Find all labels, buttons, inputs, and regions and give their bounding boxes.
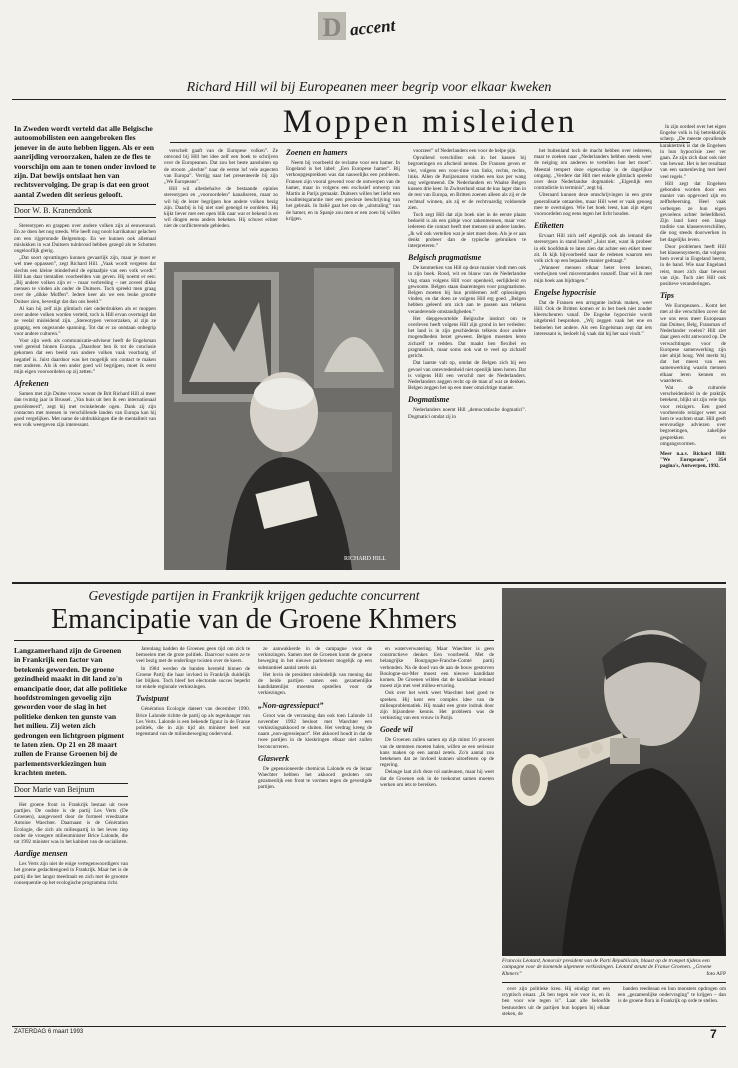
book-credit: Meer n.a.v. Richard Hill: "We Europeans", 354 pagina's, Antwerpen, 1992. [660, 450, 726, 470]
svg-text:D: D [322, 13, 342, 42]
top-column-5 [534, 148, 652, 576]
paragraph: verschelt gaaft van de Europese volken”. Ze omvond bij Hill het idee zelf een boek te schrijven over de Europeanen. Dat zou het beste aansluiten op de stroom „slechte” naar de eerste lof vele aspecten van Europa”. Verrijg naar het presenteerde bij zijn „We Europeans”. [164, 148, 278, 186]
paragraph: Hill wil allesbehalve de bestaande opinies stereotypen en „vooroordelen” kanaliseren, maar zo wil hij de lezer begrijpen hoe andere volken bezig zijn. Daarbij is hij niet snel geneigd te oordelen. Hij kijkt liever met een open blik naar wat er bekend is en wil dingen eens anders bekeken. Hij schuwt echter niet de conflicterende gebieden. [164, 186, 278, 230]
footer-date: ZATERDAG 6 maart 1993 [14, 1029, 84, 1035]
paragraph: In 1984 werden de banden hersteld binnen de Groene Partij die haar invloed in Frankrijk duidelijk liet blijken. Toch bleef het electorale succes beperkt tot enkele regionale verkiezingen. [136, 665, 250, 691]
bottom-column-6 [618, 986, 726, 1020]
paragraph: De kenmerken van Hill op deze manier vindt men ook in zijn boek. Rood, wit en blauw van de Nederlandse vlag staan volgens Hill voor openheid, eerlijkheid en gewoonte. Belgen staan daarentegen voor pragmatisme. Belgen moeten bij hun problemen zelf oplossingen vinden, en dat doen ze volgens Hill erg goed. „Belgen hebben geleerd om zich aan te passen aan telkens veranderende omstandigheden.” [408, 265, 526, 315]
paragraph: Ervaart Hill zich zelf eigenlijk ook als iemand die stereotypen in stand houdt? „Juist niet, want ik probeer in elk hoofdstuk te laten zien dat achter een etiket meer zit. Ik kijk bijvoorbeeld naar de redenen waarom een volk zich op een bepaalde manier gedraagt.” [534, 233, 652, 265]
paragraph: Hill zegt dat Engelsen gebonden worden door een manier van opgevoed zijn en zelfbeheersing. Heel vaak verbergen ze hun eigen gevoelens achter beleefdheid. Zijn land kent een lange traditie van klassenverschillen, die nog steeds doorwerken in het dagelijks leven. [660, 180, 726, 243]
portrait-illustration [164, 262, 400, 570]
paragraph: De Groenen zullen samen op zijn minst 16 procent van de stemmen moeten halen, willen ze een serieuze kans maken op een aantal zetels. Zo'n aantal zou betekenen dat ze invloed kunnen uitoefenen op de regering. [380, 737, 494, 769]
paragraph: ze aanwakkerde in de campagne voor de verkiezingen. Samen met de Groenen komt de groene beweging in het nieuwe parlement mogelijk op een substantieel aantal zetels uit. [258, 646, 372, 671]
paragraph: het buitenland toch de macht hebben over iedereen, maar te zoeken naar „Nederlanders hebben steeds weer de neiging om anderen te vertellen hoe het moet”. Meestal tempert deze eigenschap in de dagelijkse omgang. „Verdere dat Hill met enkele glimlach spreekt over deze Nederlandse dogmatiek: „Eigenlijk een contradictie in terminis”, zegt hij. [534, 148, 652, 192]
section-logo-text: accent [349, 15, 397, 40]
leotard-trumpet-photo [502, 588, 726, 956]
bottom-column-4 [380, 646, 494, 1018]
paragraph: Uiteraard kunnen deze omschrijvingen in een grote generalisatie ontaarden, maar Hill weet er vaak genoeg mee te overtuigen. Wie het boek leest, kan zijn eigen vooroordelen nog eens tegen het licht houden. [534, 192, 652, 218]
subhead-afrekenen: Afrekenen [14, 379, 49, 389]
subhead-goede-wil: Goede wil [380, 725, 413, 735]
subhead-twistpunt: Twistpunt [136, 694, 169, 704]
paragraph: over zijn politieke kreu. Hij eindigt met een cryptisch eisaat. „Ik ben tegen wie voor is, en ik ben voor wie tegen is”. Laat alle beloofde bestuurders uit de partijen hun koppen bij elkaar steken, de [502, 986, 610, 1017]
paragraph: Neem bij voorbeeld de reclame voor een hamer. In Engeland is het label: „Een Europese hamer”. Bij verkoopgesprekken was dat nauwelijks een probleem. Fransen zijn vooral gewend voor de ontwerpen van de hamer, maar in volgens een exclusief ontwerp van Martin in Parijs gemaakt. Duitsers willen het liefst een kwaliteitsgarantie met een precieze beschrijving van het gebruik. In Italië gaat het om de „uitstraling” van de hamer, en in Spanje zou men er een zoen bij willen krijgen. [286, 160, 400, 222]
top-lead: In Zweden wordt verteld dat alle Belgische autoomobilisten een aangebroken fles jenever in de auto hebben liggen. Als er een aanrijding veroorzaken, halen ze de fles te voorschijn om aan te tonen onder invloed te zijn. Dat bewijs ontslaat hen van rechtsvervolging. De grap is dat een groot aantal Zweden dit serieus gelooft. [14, 124, 156, 199]
paragraph: Génération Ecologie dateert van december 1990. Brice Lalonde richtte de partij op als tegenhanger van Les Verts. Lalonde is een bekende figuur in de Franse politiek, die in zijn tijd als minister heel wat tegenstand van de milieubeweging ondervond. [136, 706, 250, 738]
paragraph: Dat laatste valt op, omdat de Belgen zich bij een gevoel van ontevredenheid niet openlijk laten horen. Dat is volgens Hill een verschil met de Nederlanders. Nederlanders zeggen recht op de man af wat ze denken. Belgen zeggen het op een meer omzichtige manier. [408, 360, 526, 392]
paragraph: Dat de Fransen een arrogante indruk maken, weet Hill. Ook de Britten komen er in het boek niet zonder kleerscheuren vanaf. De Engelse hypocrisie wordt uitgebreid besproken. „Wij zeggen vaak het ene en bedoelen het andere. Als een Engelsman zegt dat iets interessant is, bedoelt hij vaak dat hij het saai vindt.” [534, 299, 652, 337]
subhead-zoenen: Zoenen en hamers [286, 148, 348, 157]
subhead-etiketten: Etiketten [534, 221, 564, 231]
top-byline: Door W. B. Kranendonk [14, 204, 156, 218]
subhead-aardige-mensen: Aardige mensen [14, 849, 68, 859]
subhead-glaswerk: Glaswerk [258, 753, 290, 763]
subhead-dogmatisme: Dogmatisme [408, 395, 450, 405]
bottom-column-3 [258, 646, 372, 1018]
richard-hill-photo [164, 262, 400, 570]
paragraph: „Dat soort opvattingen kunnen gevaarlijk zijn, maar je moet er wel mee oppassen”, zegt Richard Hill. „Vaak wordt vergeten dat slechts een kleine minderheid de epitaafpie van een volk wordt.” Hill kan daar tientallen voorbeelden van geven. Hij noemt er een: „Bij andere volken zijn er – maar verbreding – net zoveel dikke mensen te vinden als onder de Duitsers. Toch spreekt men graag over de „dikke Moffen”. Iedere keer als we een leuke grootte Duitser zien, bevestigt dat dan ons beeld.” [14, 255, 156, 305]
paragraph: In zijn oordeel over het eigen Engelse volk is hij betrekkelijk scherp. „De meeste opvallende karaktertrek is dat de Engelsen in hun hypocrisie zeer ver gaan. Ze zijn zich daar ook niet van bewust. Het is het resultaat van een samenleving met heel veel regels.” [660, 124, 726, 180]
top-column-2 [164, 148, 278, 258]
section-logo [310, 8, 430, 46]
paragraph: Les Verts zijn niet de enige vertegenwoordigers van het groene gedachtengoed in Frankrijk. Maar het is de partij die het langst meedraait en zich met de grootste consequentie op het ecologische programma richt. [14, 861, 128, 886]
subhead-belgisch: Belgisch pragmatisme [408, 253, 482, 263]
bottom-photo-caption-text: Francois Léotard, honorair president van de Parti Républicain, blaast op de trompet tijdens een campagne voor de komende algemene verkiezingen. Léotard steunt de Franse Groenen. „Groene Khmers” [502, 958, 712, 977]
paragraph: Wat de culturele verscheidenheid in de praktijk betekent, blijkt uit zijn vele tips voor reizigers. Een goed voorbereide reiziger weet wat hem te wachten staat. Hill geeft eenvoudige adviezen over begroetingen, zakelijke gesprekken en omgangsvormen. [660, 384, 726, 447]
paragraph: Opvallend verschillen ook in het kassen bij begroetingen en afscheid nemen. De Fransen geven er vier, volgens een voor-time van links, rechts, rechts, links. Allen de Parijzenaren vinden een kus per wang nog welgemeend. De Nederlanders en Waalse Belgen kussen drie keer. In Zwitserland staat de kus lager dan in de rest van Europa, en Britten zoenen alleen als zij er de rechtsaf winnen, als zij er de rechtvaardig voldoende zien. [408, 155, 526, 211]
paragraph: Het diepgewortelde Belgische instinct om te overleven heeft volgens Hill zijn grond in het verleden: het land is in zijn geschiedenis telkens door andere mogendheden bezet geweest. Belgen moesten leren zichzelf te redden. Dat maakt hen flexibel en pragmatisch, maar soms ook wat te veel op zichzelf gericht. [408, 315, 526, 360]
top-headline: Moppen misleiden [282, 104, 578, 140]
paragraph: Samen met zijn Duitse vrouw woont de Brit Richard Hill al meer dan twintig jaar in Brussel. „Van huis uit ben ik een internationaal georiënteerd”, zegt hij met twinkelende ogen. Dank zij zijn contacten met mensen in verschillende landen van Europa kan hij goed vergelijken. Met name de uitdrukkingen die de mentaliteit van een volk weergeven zijn interessant. [14, 391, 156, 429]
subhead-tips: Tips [660, 291, 674, 301]
top-column-4 [408, 148, 526, 576]
paragraph: „Wanneer mensen elkaar beter leren kennen, verdwijnen veel misverstanden vanzelf. Daar wil ik met mijn boek aan bijdragen.” [534, 265, 652, 284]
bottom-lead: Langzamerhand zijn de Groenen in Frankrijk een factor van betekenis geworden. De groene gezindheid maakt in dit land zo'n emancipatie door, dat alle politieke hoofdstromingen gevoelig zijn geworden voor de slag in het politieke denken ten gunste van het milieu. Zij weten zich gedrongen een lichtgroen pigment te laten zien. Op 21 en 28 maart zullen de Franse Groenen bij de parlementsverkiezingen hun krachten meten. [14, 646, 127, 778]
subhead-non-agressiepact: „Non-agressiepact” [258, 700, 324, 710]
paragraph: Delauge laat zich deze rol aanleunen, maar hij weet dat de Groenen ook in de toekomst samen moeten werken om iets te bereiken. [380, 769, 494, 788]
bottom-byline: Door Marie van Beijnum [14, 783, 128, 797]
bottom-column-5 [502, 986, 610, 1020]
paragraph: We Europeanen... Komt het met al die verschillen zover dat we ons eens meer Europeaan dan Duitser, Belg, Fransman of Nederlander voelen? Hill ziet daar geen echt antwoord op. De verwachtingen voor de Europese samenwerking zijn niet altijd hoog. Wel merkt hij dat het meest van een samenwerking waarin mensen elkaar leren kennen en waarderen. [660, 303, 726, 384]
paragraph: Groot was de verrassing dan ook toen Lalonde 14 november 1992 besloot met Waechter een verkiezingsakkoord te sluiten. Het verdrag kreeg de naam „non-agressiepact”. Het akkoord houdt in dat de twee partijen in de kieskringen elkaar niet zullen beconcurreren. [258, 712, 372, 750]
paragraph: Jarenlang hadden de Groenen geen tijd om zich te bemoeien met de grote politiek. Daarvoor waren ze te veel bezig met de onderlinge twisten over de koers. [136, 646, 250, 665]
paragraph: banden reedieaan en hun monsters opdrogen om een „gezamenlijke ondervraging” te krijgen – dan is de groene flora in Frankrijk op orde te stellen. [618, 986, 726, 1005]
paragraph: Voor zijn werk als communicatie-adviseur heeft de Engelsman veel gereisd binnen Europa. „Daardoor ben ik tot de conclusie gekomen dat een beeld van andere volken vaak voorbarig of negatief is. Juist daardoor was het mogelijk om contact te maken met anderen. Als ik een ander goed wil begrijpen, moet ik eerst mijn eigen vooroordelen op zij zetten.” [14, 337, 156, 375]
paragraph: Het groene front in Frankrijk bestaat uit twee partijen. De oudste is de partij Les Verts (De Groenen), aangevoerd door de formeel vreedzame Antoine Waechter. Daarnaast is de Génération Ecologie, die zich als milieupartij in het leven riep onder de vroegere milieuminister Brice Lalonde, die tot 1992 minister was in het kabinet van de socialisten. [14, 801, 128, 845]
paragraph: Stereotypen en grappen over andere volken zijn al eeuwenoud. En ze doen het nog steeds. Wie heeft nog nooit karrikatuur gelachen om een rijgeronnde Belgenmop. En we kunnen ook allemaal mislukken in wat Duitsers tuinbrood hebben gezegd als te Schotten ongelooflijk gierig. [14, 223, 156, 255]
paragraph: voorzeer” of Nederlanders een voor de helpe pijn. [413, 148, 517, 154]
bottom-headline: Emancipatie van de Groene Khmers [51, 604, 457, 635]
top-column-6 [660, 124, 726, 576]
top-column-3 [286, 148, 400, 258]
top-column-1 [14, 124, 156, 576]
paragraph: Al kan hij zelf zijn glimlach niet onderdrukken als er moppen over andere volken worden verteld, toch is Hill ervan overtuigd dat ze veelal misleidend zijn. „Stereotypen veroorzaken, al zijn ze grappig, een ongezonde spanning. Tot dat er zo ontstaan onbegrip voor andere culturen.” [14, 305, 156, 337]
top-photo-caption: RICHARD HILL [344, 556, 387, 562]
paragraph: Nederlanders noemt Hill „democratische dogmatici”. Dogmatici omdat zij in [408, 407, 526, 420]
bottom-column-2 [136, 646, 250, 1018]
bottom-photo-caption [502, 958, 726, 977]
paragraph: Het lovin de president uiteindelijk van mening dat de beide partijen samen een gezamenlijke kandidatenlijst moesten opstellen voor de verkiezingen. [258, 671, 372, 697]
bottom-kicker: Gevestigde partijen in Frankrijk krijgen geduchte concurrent [88, 588, 420, 603]
paragraph: De gepensioneerde chemicus Lalonde en de leraar Waechter hebben het akkoord gesloten om gezamenlijk een front te vormen tegen de gevestigde partijen. [258, 765, 372, 791]
top-kicker: Richard Hill wil bij Europeanen meer begrip voor elkaar kweken [186, 80, 552, 95]
trumpet-illustration [502, 588, 726, 956]
bottom-column-1 [14, 646, 128, 1018]
page-number: 7 [710, 1027, 717, 1041]
subhead-engelse-hypocrisie: Engelse hypocrisie [534, 287, 596, 297]
paragraph: en waterverwatering. Maar Waechter is geen constructieve denker. Een voorbeeld. Met de belangrijke Bourgogne-Franche-Comté partij verbonden. Na de dood van de aan de bouw gestorven Boulogne-sur-Mer moest een nieuwe kandidaat komen. De Groenen wilden dat de kandidaat iemand moest zijn met veel milieu-ervaring. [380, 646, 494, 690]
paragraph: Ook over het werk weet Waechter heel goed te spreken. Hij kent een complex idee van de milieuproblematiek. Hij maakt een grote indruk door zijn bijzondere kennis. Het probleem was de verkiezing van een vrouw in Parijs. [380, 690, 494, 722]
paragraph: Toch zegt Hill dat zijn boek niet in de eerste plaats bedoeld is als een gidsje voor zakenmensen, maar voor iedereen die contact heeft met mensen uit andere landen. „Ik wil ook vertellen wat je niet moet doen. Als je er aan denkt probeer dan de typische gebruiken te interpreteren.” [408, 212, 526, 250]
paragraph: Door problemen heeft Hill het klassensysteem, dat volgens hem overal in Engeland heerst, in de hand. Wie naar Engeland reist, moet zich daar bewust van zijn. Toch ziet Hill ook positieve veranderingen. [660, 243, 726, 288]
bottom-photo-credit: foto AFP [706, 970, 726, 977]
